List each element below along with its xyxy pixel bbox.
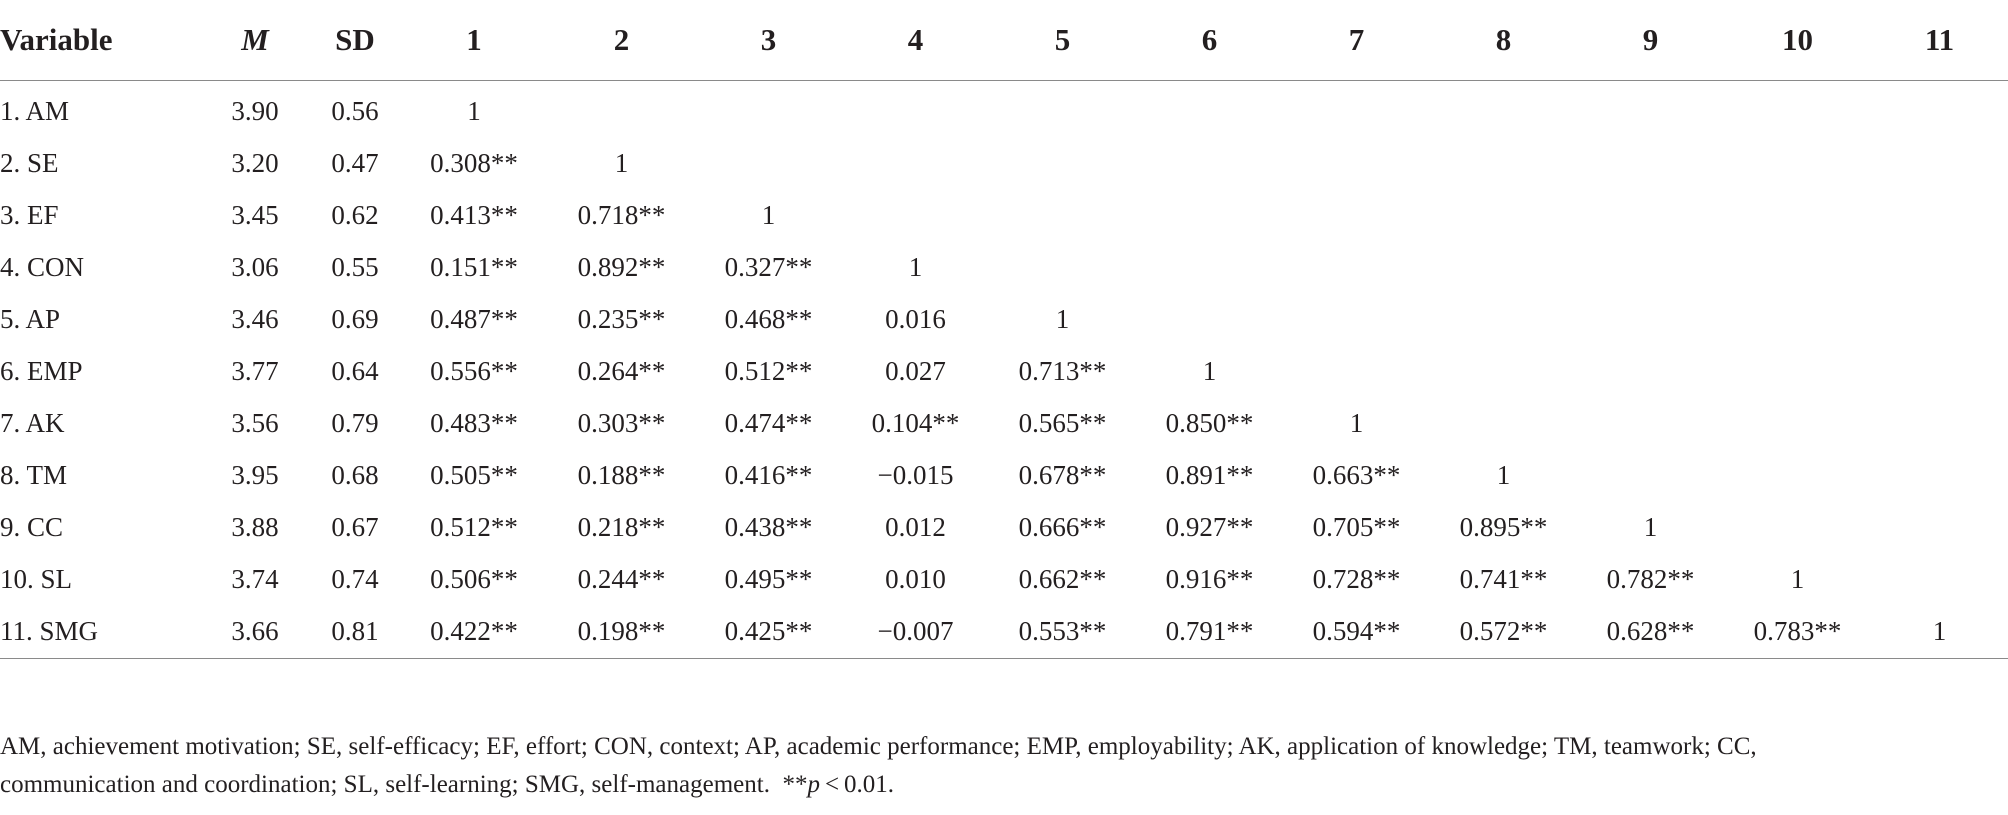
column-header-variable: Variable [0, 0, 200, 81]
table-cell: 3.88 [231, 511, 279, 542]
table-cell [1577, 137, 1724, 189]
table-cell: 0.565** [1018, 407, 1107, 438]
table-cell [1283, 81, 1430, 138]
table-cell: 3.74 [231, 563, 279, 594]
table-cell: 0.69 [331, 303, 379, 334]
table-cell [989, 189, 1136, 241]
row-label: 6. EMP [0, 355, 83, 386]
table-cell [1724, 137, 1871, 189]
table-cell: 0.628** [1577, 605, 1724, 659]
table-cell [1577, 241, 1724, 293]
table-cell: 0.916** [1165, 563, 1254, 594]
table-cell [1430, 241, 1577, 293]
table-row [0, 137, 2008, 189]
table-cell: 1 [467, 95, 481, 126]
column-header-var-6: 6 [1136, 0, 1283, 81]
table-cell: 0.74 [331, 563, 379, 594]
table-cell: 0.728** [1312, 563, 1401, 594]
row-label: 3. EF [0, 199, 59, 230]
table-row [0, 449, 2008, 501]
column-header-var-11: 11 [1871, 0, 2008, 81]
table-cell: 0.783** [1724, 605, 1871, 659]
table-cell: 0.56 [331, 95, 379, 126]
table-cell: 1 [1871, 605, 2008, 659]
table-cell: 3.95 [231, 459, 279, 490]
table-row [0, 345, 2008, 397]
table-cell: 1 [1055, 303, 1070, 334]
table-cell: 0.64 [331, 355, 379, 386]
table-cell [1871, 449, 2008, 501]
table-cell: 0.47 [331, 147, 379, 178]
table-cell: 1 [908, 251, 923, 282]
table-cell [1724, 241, 1871, 293]
table-row [0, 81, 2008, 138]
table-cell [1136, 137, 1283, 189]
table-cell: 0.512** [724, 355, 813, 386]
table-cell [1871, 553, 2008, 605]
table-cell: 3.20 [231, 147, 279, 178]
table-cell: 0.425** [695, 605, 842, 659]
table-cell: 0.474** [724, 407, 813, 438]
table-cell: 0.713** [1018, 355, 1107, 386]
table-cell: 0.718** [577, 199, 666, 230]
table-cell: 0.104** [871, 407, 960, 438]
row-label: 5. AP [0, 303, 61, 334]
table-cell [1577, 189, 1724, 241]
table-cell: 0.895** [1459, 511, 1548, 542]
table-cell [695, 137, 842, 189]
table-cell: 0.62 [331, 199, 379, 230]
table-cell: 1 [1643, 511, 1658, 542]
table-cell: 3.56 [231, 407, 279, 438]
table-row [0, 189, 2008, 241]
column-header-var-9: 9 [1577, 0, 1724, 81]
row-label: 8. TM [0, 459, 68, 490]
table-cell: 1 [1202, 355, 1217, 386]
table-cell: 0.927** [1165, 511, 1254, 542]
table-cell: 0.556** [430, 355, 518, 386]
table-cell [1724, 501, 1871, 553]
table-cell: 3.46 [231, 303, 279, 334]
table-cell: −0.015 [877, 459, 954, 490]
column-header-var-10: 10 [1724, 0, 1871, 81]
table-cell: 0.235** [577, 303, 666, 334]
table-cell: 0.327** [724, 251, 813, 282]
table-cell [1430, 137, 1577, 189]
table-cell: 0.663** [1312, 459, 1401, 490]
table-cell [1724, 449, 1871, 501]
table-cell [1430, 293, 1577, 345]
table-cell: 0.81 [310, 605, 400, 659]
row-label: 7. AK [0, 407, 65, 438]
table-cell: 0.892** [577, 251, 666, 282]
table-cell: 0.244** [577, 563, 666, 594]
table-cell [695, 81, 842, 138]
table-cell: −0.007 [842, 605, 989, 659]
table-cell: 0.303** [577, 407, 666, 438]
column-header-var-7: 7 [1283, 0, 1430, 81]
table-cell: 0.705** [1312, 511, 1401, 542]
table-cell [1724, 397, 1871, 449]
footnote-abbreviations: AM, achievement motivation; SE, self-efficacy; EF, effort; CON, context; AP, academic performance; EMP, employability; AK, application of knowledge; TM, teamwork; CC, communication and coordination; SL, self-learning; SMG, self-management. [0, 733, 1757, 798]
table-cell [1724, 293, 1871, 345]
column-header-var-1: 1 [400, 0, 548, 81]
table-cell: 0.782** [1606, 563, 1695, 594]
table-cell: 0.438** [724, 511, 813, 542]
row-label: 10. SL [0, 563, 73, 594]
table-cell [1871, 501, 2008, 553]
table-cell: 0.010 [885, 563, 946, 594]
table-cell [1283, 293, 1430, 345]
table-cell: 0.027 [885, 355, 946, 386]
row-label: 9. CC [0, 511, 64, 542]
table-cell: 0.741** [1459, 563, 1548, 594]
table-cell: 0.413** [430, 199, 518, 230]
table-cell: 0.495** [724, 563, 813, 594]
table-cell [1724, 81, 1871, 138]
table-cell: 0.850** [1165, 407, 1254, 438]
table-cell: 0.55 [331, 251, 379, 282]
row-label: 1. AM [0, 95, 70, 126]
table-cell [1283, 241, 1430, 293]
table-cell: 1 [1349, 407, 1364, 438]
table-cell [1577, 81, 1724, 138]
column-header-var-8: 8 [1430, 0, 1577, 81]
table-cell: 0.572** [1430, 605, 1577, 659]
table-cell [989, 241, 1136, 293]
table-cell [1577, 345, 1724, 397]
table-row [0, 397, 2008, 449]
table-cell: 1 [1790, 563, 1805, 594]
table-cell [1283, 189, 1430, 241]
table-cell: 0.016 [885, 303, 946, 334]
table-cell [1871, 345, 2008, 397]
table-cell: 3.90 [231, 95, 279, 126]
table-cell: 0.218** [577, 511, 666, 542]
table-cell: 0.483** [430, 407, 518, 438]
table-cell: 0.416** [724, 459, 813, 490]
column-header-mean: M [200, 0, 310, 81]
table-cell [1430, 189, 1577, 241]
table-cell: 0.891** [1165, 459, 1254, 490]
table-row [0, 553, 2008, 605]
table-cell [1577, 449, 1724, 501]
table-row [0, 605, 2008, 659]
table-cell [842, 81, 989, 138]
row-label: 2. SE [0, 147, 59, 178]
column-header-sd: SD [310, 0, 400, 81]
footnote-significance: **p < 0.01. [782, 771, 895, 798]
column-header-var-4: 4 [842, 0, 989, 81]
row-label: 4. CON [0, 251, 85, 282]
table-cell [1871, 397, 2008, 449]
table-cell: 0.79 [331, 407, 379, 438]
table-header-row [0, 0, 2008, 81]
table-cell: 1 [1496, 459, 1511, 490]
table-cell [1577, 293, 1724, 345]
table-cell: 0.487** [430, 303, 518, 334]
table-cell: 0.198** [548, 605, 695, 659]
table-cell: 0.678** [1018, 459, 1107, 490]
row-label: 11. SMG [0, 605, 200, 659]
table-cell [1430, 397, 1577, 449]
table-cell: 0.662** [1018, 563, 1107, 594]
table-cell [1871, 137, 2008, 189]
table-cell: 0.506** [430, 563, 518, 594]
table-cell [1724, 189, 1871, 241]
table-cell [1724, 345, 1871, 397]
table-cell: 0.666** [1018, 511, 1107, 542]
table-cell [1871, 81, 2008, 138]
table-cell: 0.68 [331, 459, 379, 490]
table-cell [1430, 81, 1577, 138]
table-cell [1283, 345, 1430, 397]
table-cell: 3.77 [231, 355, 279, 386]
table-cell [1871, 241, 2008, 293]
table-cell: 0.012 [885, 511, 946, 542]
table-cell [1136, 241, 1283, 293]
column-header-var-5: 5 [989, 0, 1136, 81]
table-cell: 3.06 [231, 251, 279, 282]
table-cell [989, 81, 1136, 138]
table-cell [842, 137, 989, 189]
table-cell: 1 [614, 147, 629, 178]
table-cell: 0.553** [989, 605, 1136, 659]
table-cell [548, 81, 695, 138]
column-header-var-2: 2 [548, 0, 695, 81]
table-cell [1136, 81, 1283, 138]
table-row [0, 501, 2008, 553]
table-cell [1871, 293, 2008, 345]
table-cell [1136, 293, 1283, 345]
table-cell: 0.308** [430, 147, 518, 178]
table-cell: 0.468** [724, 303, 813, 334]
table-cell: 3.45 [231, 199, 279, 230]
table-cell: 0.188** [577, 459, 666, 490]
table-cell: 0.264** [577, 355, 666, 386]
table-row [0, 241, 2008, 293]
table-cell: 0.791** [1136, 605, 1283, 659]
table-cell: 0.505** [430, 459, 518, 490]
column-header-var-3: 3 [695, 0, 842, 81]
table-cell [842, 189, 989, 241]
table-cell: 1 [761, 199, 776, 230]
table-cell [1577, 397, 1724, 449]
table-cell [1430, 345, 1577, 397]
table-cell: 0.67 [331, 511, 379, 542]
table-row [0, 293, 2008, 345]
table-cell: 0.594** [1283, 605, 1430, 659]
table-cell [1283, 137, 1430, 189]
table-cell: 0.151** [430, 251, 518, 282]
table-cell: 3.66 [200, 605, 310, 659]
table-footnote [0, 728, 1900, 804]
table-cell: 0.422** [400, 605, 548, 659]
table-cell [1136, 189, 1283, 241]
table-cell: 0.512** [430, 511, 518, 542]
table-cell [989, 137, 1136, 189]
table-cell [1871, 189, 2008, 241]
